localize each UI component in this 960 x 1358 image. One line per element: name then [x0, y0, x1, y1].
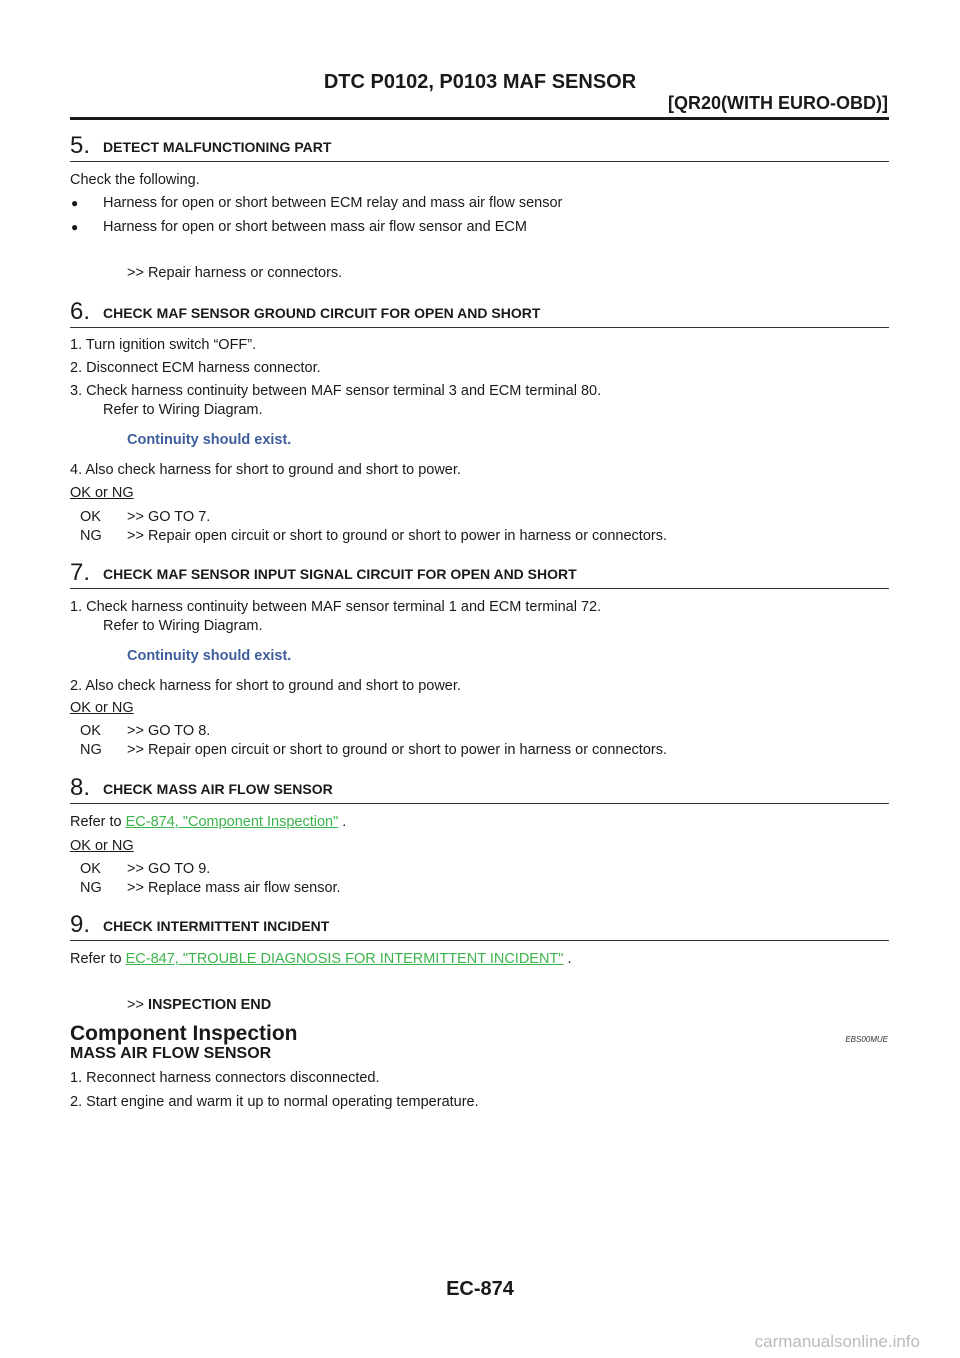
- ok-or-ng-label: OK or NG: [70, 838, 134, 854]
- step-title: CHECK MAF SENSOR GROUND CIRCUIT FOR OPEN AND SHORT: [103, 305, 541, 321]
- header-rule: [70, 117, 889, 120]
- spec-text: Continuity should exist.: [127, 432, 292, 448]
- step-title: CHECK MASS AIR FLOW SENSOR: [103, 781, 333, 797]
- intermittent-incident-link[interactable]: EC-847, "TROUBLE DIAGNOSIS FOR INTERMITTENT INCIDENT": [125, 951, 564, 967]
- step-6-item: 4. Also check harness for short to ground and short to power.: [70, 462, 461, 478]
- step-number: 9.: [70, 911, 91, 938]
- ok-result: >> GO TO 7.: [127, 509, 211, 525]
- step-6-item: 3. Check harness continuity between MAF sensor terminal 3 and ECM terminal 80.: [70, 383, 602, 399]
- step-7-item: 2. Also check harness for short to ground and short to power.: [70, 678, 461, 694]
- step-9-heading: [70, 911, 889, 941]
- inspection-item: 1. Reconnect harness connectors disconnected.: [70, 1070, 380, 1086]
- section-subtitle: MASS AIR FLOW SENSOR: [70, 1045, 272, 1062]
- refer-suffix: .: [338, 814, 347, 830]
- step-number: 8.: [70, 774, 91, 801]
- watermark: carmanualsonline.info: [754, 1332, 920, 1351]
- page-number: EC-874: [446, 1278, 514, 1300]
- ok-result: >> GO TO 9.: [127, 861, 211, 877]
- ok-label: OK: [80, 509, 101, 525]
- ng-label: NG: [80, 528, 102, 544]
- step-title: DETECT MALFUNCTIONING PART: [103, 139, 332, 155]
- step-5-bullet: Harness for open or short between ECM relay and mass air flow sensor: [103, 195, 563, 211]
- spec-text: Continuity should exist.: [127, 648, 292, 664]
- ng-label: NG: [80, 880, 102, 896]
- step-8-heading: [70, 774, 889, 804]
- step-7-item: 1. Check harness continuity between MAF sensor terminal 1 and ECM terminal 72.: [70, 599, 602, 615]
- step-5-result: >> Repair harness or connectors.: [127, 265, 343, 281]
- step-5-intro: Check the following.: [70, 172, 200, 188]
- refer-prefix: Refer to: [70, 951, 126, 967]
- step-9-refer: [70, 950, 572, 968]
- step-5-heading: [70, 132, 889, 162]
- step-6-item-cont: Refer to Wiring Diagram.: [103, 402, 263, 418]
- step-6-heading: [70, 298, 889, 328]
- step-6-item: 1. Turn ignition switch “OFF”.: [70, 337, 257, 353]
- step-title: CHECK MAF SENSOR INPUT SIGNAL CIRCUIT FOR OPEN AND SHORT: [103, 566, 577, 582]
- step-number: 5.: [70, 132, 91, 159]
- step-9-result: [127, 996, 271, 1014]
- ok-result: >> GO TO 8.: [127, 723, 211, 739]
- result-text: INSPECTION END: [147, 997, 272, 1013]
- step-7-heading: [70, 559, 889, 589]
- step-8-refer: [70, 813, 346, 831]
- page-subtitle: [QR20(WITH EURO-OBD)]: [668, 93, 888, 113]
- section-code: EBS00MUE: [845, 1035, 888, 1044]
- ng-label: NG: [80, 742, 102, 758]
- step-5-bullet: Harness for open or short between mass air flow sensor and ECM: [103, 219, 527, 235]
- step-number: 6.: [70, 298, 91, 325]
- inspection-item: 2. Start engine and warm it up to normal operating temperature.: [70, 1094, 479, 1110]
- step-title: CHECK INTERMITTENT INCIDENT: [103, 918, 330, 934]
- ng-result: >> Replace mass air flow sensor.: [127, 880, 341, 896]
- ng-result: >> Repair open circuit or short to ground or short to power in harness or connectors.: [127, 528, 668, 544]
- ok-or-ng-label: OK or NG: [70, 485, 134, 501]
- result-arrow: >>: [127, 997, 148, 1013]
- step-number: 7.: [70, 559, 91, 586]
- bullet-icon: ●: [71, 220, 79, 234]
- ok-label: OK: [80, 723, 101, 739]
- refer-suffix: .: [563, 951, 572, 967]
- ok-or-ng-label: OK or NG: [70, 700, 134, 716]
- section-title: Component Inspection: [70, 1022, 298, 1045]
- component-inspection-link[interactable]: EC-874, "Component Inspection": [125, 814, 339, 830]
- step-6-item: 2. Disconnect ECM harness connector.: [70, 360, 321, 376]
- step-7-item-cont: Refer to Wiring Diagram.: [103, 618, 263, 634]
- bullet-icon: ●: [71, 196, 79, 210]
- ok-label: OK: [80, 861, 101, 877]
- page-title: DTC P0102, P0103 MAF SENSOR: [323, 71, 637, 93]
- ng-result: >> Repair open circuit or short to ground or short to power in harness or connectors.: [127, 742, 668, 758]
- refer-prefix: Refer to: [70, 814, 126, 830]
